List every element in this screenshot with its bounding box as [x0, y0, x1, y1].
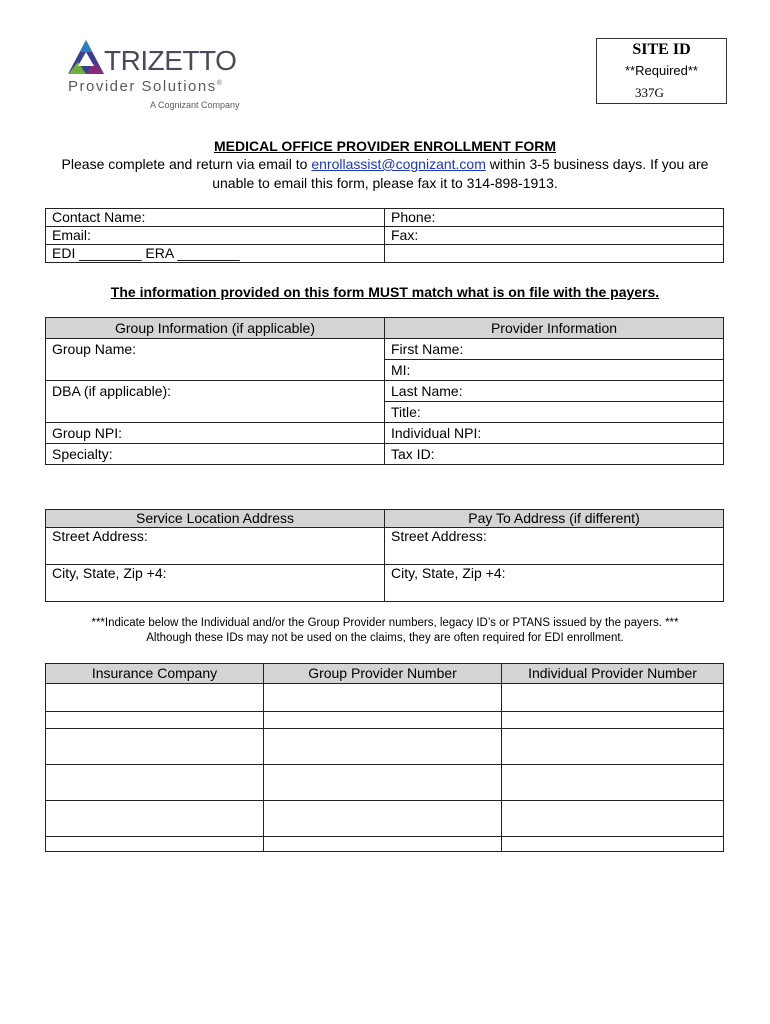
service-street-field[interactable]: Street Address: [46, 528, 385, 565]
group-provider-number-cell[interactable] [264, 837, 502, 852]
logo-company: A Cognizant Company [150, 100, 240, 110]
table-row [46, 765, 724, 801]
site-id-value[interactable]: 337G [635, 85, 664, 100]
insurance-company-cell[interactable] [46, 837, 264, 852]
address-table [45, 509, 724, 602]
trizetto-triangle-icon [66, 38, 106, 78]
logo-subtitle: Provider Solutions® [68, 78, 224, 95]
fax-field[interactable]: Fax: [385, 227, 724, 245]
empty-cell [385, 245, 724, 263]
individual-npi-field[interactable]: Individual NPI: [385, 423, 724, 444]
provider-info-header: Provider Information [385, 318, 724, 339]
title-field[interactable]: Title: [385, 402, 724, 423]
email-field[interactable]: Email: [46, 227, 385, 245]
table-row [46, 712, 724, 729]
dba-field[interactable]: DBA (if applicable): [46, 381, 385, 423]
payer-match-notice: The information provided on this form MUST match what is on file with the payers. [110, 284, 660, 300]
mi-field[interactable]: MI: [385, 360, 724, 381]
individual-provider-number-cell[interactable] [502, 801, 724, 837]
individual-provider-number-cell[interactable] [502, 684, 724, 712]
trizetto-logo [66, 36, 256, 116]
insurance-company-cell[interactable] [46, 729, 264, 765]
payto-city-field[interactable]: City, State, Zip +4: [385, 565, 724, 602]
site-id-required: **Required** [625, 63, 698, 78]
instructions: Please complete and return via email to enrollassist@cognizant.com within 3-5 business days. If you are unable to email this form, please fax it to 314-898-1913. [61, 156, 709, 191]
tax-id-field[interactable]: Tax ID: [385, 444, 724, 465]
insurance-company-cell[interactable] [46, 684, 264, 712]
group-provider-number-cell[interactable] [264, 729, 502, 765]
edi-era-field[interactable]: EDI ________ ERA ________ [46, 245, 385, 263]
individual-provider-number-cell[interactable] [502, 729, 724, 765]
group-provider-number-cell[interactable] [264, 712, 502, 729]
group-provider-number-cell[interactable] [264, 684, 502, 712]
insurance-company-cell[interactable] [46, 712, 264, 729]
group-npi-field[interactable]: Group NPI: [46, 423, 385, 444]
individual-provider-number-cell[interactable] [502, 837, 724, 852]
first-name-field[interactable]: First Name: [385, 339, 724, 360]
contact-name-field[interactable]: Contact Name: [46, 209, 385, 227]
insurance-company-cell[interactable] [46, 765, 264, 801]
insurance-company-cell[interactable] [46, 801, 264, 837]
contact-table [45, 208, 724, 263]
phone-field[interactable]: Phone: [385, 209, 724, 227]
service-city-field[interactable]: City, State, Zip +4: [46, 565, 385, 602]
pay-to-header: Pay To Address (if different) [385, 510, 724, 528]
info-table [45, 317, 724, 465]
table-row [46, 801, 724, 837]
payer-table [45, 663, 724, 852]
individual-provider-number-header: Individual Provider Number [502, 664, 724, 684]
site-id-box [596, 38, 727, 104]
insurance-company-header: Insurance Company [46, 664, 264, 684]
individual-provider-number-cell[interactable] [502, 712, 724, 729]
form-title: MEDICAL OFFICE PROVIDER ENROLLMENT FORM [214, 138, 556, 154]
group-provider-number-cell[interactable] [264, 801, 502, 837]
table-row [46, 684, 724, 712]
provider-ids-note: ***Indicate below the Individual and/or the Group Provider numbers, legacy ID’s or PTANS issued by the payers. *** Although these IDs may not be used on the claims, they are often required for EDI enrollment. [91, 617, 679, 644]
group-provider-number-header: Group Provider Number [264, 664, 502, 684]
group-name-field[interactable]: Group Name: [46, 339, 385, 381]
logo-brand: TRIZETTO [104, 45, 237, 76]
group-provider-number-cell[interactable] [264, 765, 502, 801]
table-row [46, 837, 724, 852]
site-id-title: SITE ID [632, 41, 691, 58]
group-info-header: Group Information (if applicable) [46, 318, 385, 339]
email-link[interactable]: enrollassist@cognizant.com [311, 156, 486, 172]
specialty-field[interactable]: Specialty: [46, 444, 385, 465]
individual-provider-number-cell[interactable] [502, 765, 724, 801]
table-row [46, 729, 724, 765]
last-name-field[interactable]: Last Name: [385, 381, 724, 402]
payto-street-field[interactable]: Street Address: [385, 528, 724, 565]
service-location-header: Service Location Address [46, 510, 385, 528]
